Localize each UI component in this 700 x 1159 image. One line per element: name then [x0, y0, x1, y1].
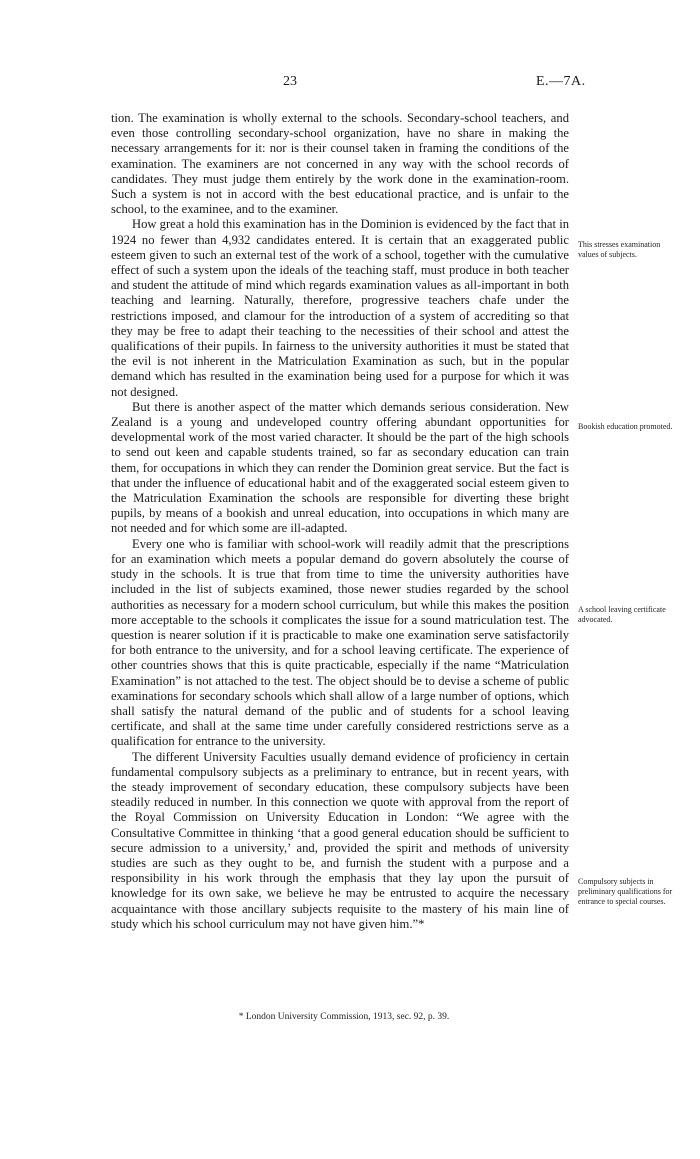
- footnote: [0, 1012, 700, 1022]
- page-number: 23: [283, 74, 297, 89]
- paragraph-continuation: tion. The examination is wholly external to the schools. Secondary-school teachers, and even those controlling secondary-school organization, have no share in making the necessary arrangements for it: nor is their counsel taken in framing the conditions of the examination. The examiners are not concerned in any way with the school records of candidates. They must judge them entirely by the work done in the examination-room. Such a system is not in accord with the best educational practice, and is unfair to the school, to the examinee, and to the examiner.: [111, 111, 569, 217]
- margin-note-compulsory-subjects: Compulsory subjects in preliminary qualifications for entrance to special courses.: [578, 877, 673, 906]
- paragraph: The different University Faculties usually demand evidence of proficiency in certain fundamental compulsory subjects as a preliminary to entrance, but in recent years, with the steady improvement of secondary education, these compulsory subjects have been steadily reduced in number. In this connection we quote with approval from the report of the Royal Commission on University Education in London: “We agree with the Consultative Committee in thinking ‘that a good general education should be sufficient to secure admission to a university,’ and, provided the spirit and methods of university studies are such as they ought to be, and furnish the student with a purpose and a responsibility in his work through the emphasis that they lay upon the pursuit of knowledge for its own sake, we believe he may be entrusted to acquire the necessary acquaintance with those ancillary subjects requisite to the mastery of his main line of study which his school curriculum may not have given him.”*: [111, 749, 569, 931]
- margin-note-leaving-certificate: A school leaving certificate advocated.: [578, 605, 666, 624]
- page-header: [0, 74, 700, 94]
- footnote-text: * London University Commission, 1913, sec. 92, p. 39.: [238, 1012, 450, 1022]
- paragraph: But there is another aspect of the matter which demands serious consideration. New Zealand is a young and undeveloped country offering abundant opportunities for developmental work of the most varied character. It should be the part of the high schools to send out keen and capable students trained, so far as secondary education can train them, for occupations in which they can render the Dominion great service. But the fact is that under the influence of educational habit and of the exaggerated social esteem given to the Matriculation Examination the schools are responsible for diverting these bright pupils, by means of a bookish and unreal education, into occupations in which many are not needed and for which some are ill-adapted.: [111, 399, 569, 536]
- paragraph: Every one who is familiar with school-work will readily admit that the prescriptions for an examination which meets a popular demand do govern absolutely the course of study in the schools. It is true that from time to time the university authorities have included in the list of subjects examined, those newer studies regarded by the school authorities as necessary for a modern school curriculum, but while this makes the position more acceptable to the schools it complicates the issue for a sound matriculation test. The question is nearer solution if it is practicable to make one examination serve satisfactorily for both entrance to the university, and for a school leaving certificate. The experience of other countries shows that this is quite practicable, especially if the name “Matriculation Examination” is not attached to the test. The object should be to devise a scheme of public examinations for secondary schools which shall allow of a large number of options, which shall satisfy the natural demand of the public and of students for a school leaving certificate, and shall at the same time under carefully considered restrictions serve as a qualification for entrance to the university.: [111, 536, 569, 749]
- margin-note-examination-values: This stresses examination values of subjects.: [578, 240, 661, 259]
- paragraph: How great a hold this examination has in the Dominion is evidenced by the fact that in 1924 no fewer than 4,932 candidates entered. It is certain that an exaggerated public esteem given to such an external test of the work of a school, together with the cumulative effect of such a system upon the ideals of the teaching staff, must produce in both teacher and student the attitude of mind which regards examination values as all-important in both teaching and learning. Naturally, therefore, progressive teachers chafe under the restrictions imposed, and clamour for the introduction of a system of accrediting so that they may be free to adapt their teaching to the necessities of their school and attest the qualifications of their pupils. In fairness to the university authorities it must be stated that the evil is not inherent in the Matriculation Examination as such, but in the popular demand which has resulted in the examination being used for a purpose for which it was not designed.: [111, 217, 569, 399]
- document-code: E.—7A.: [536, 74, 586, 89]
- margin-note-bookish-education: Bookish education promoted.: [578, 422, 673, 431]
- body-text: [111, 111, 569, 932]
